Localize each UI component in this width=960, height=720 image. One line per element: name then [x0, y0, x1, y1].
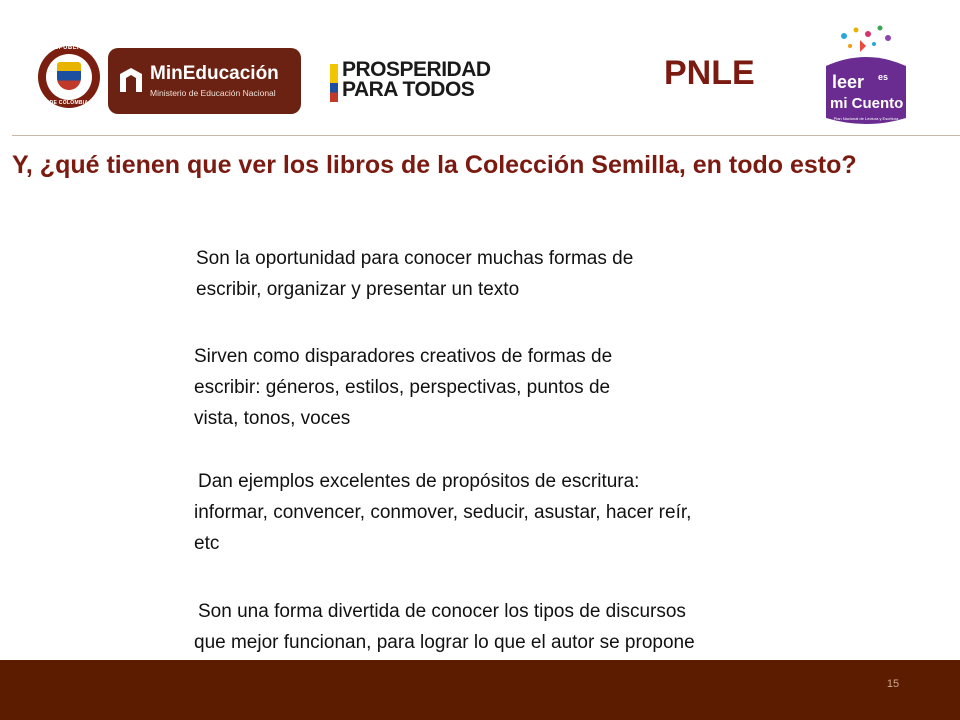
paragraph-1: [196, 243, 836, 305]
leer-es-mi-cuento-logo: [822, 22, 910, 130]
program-name: PNLE: [664, 54, 755, 92]
slide-footer: [0, 660, 960, 720]
ministry-subtitle: Ministerio de Educación Nacional: [150, 88, 276, 98]
paragraph-4-line-1: Son una forma divertida de conocer los tipos de discursos: [198, 601, 686, 622]
mineducacion-logo: [108, 48, 301, 114]
colombia-seal-icon: [38, 46, 100, 108]
leer-caption: Plan Nacional de Lectura y Escritura: [833, 116, 899, 121]
seal-bottom-text: DE COLOMBIA: [49, 100, 89, 106]
paragraph-1-line-2: escribir, organizar y presentar un texto: [196, 279, 520, 300]
paragraph-2-line-3: vista, tonos, voces: [194, 408, 351, 429]
paragraph-3-line-1: Dan ejemplos excelentes de propósitos de escritura:: [198, 471, 640, 492]
paragraph-2-line-2: escribir: géneros, estilos, perspectivas, puntos de: [194, 377, 611, 398]
paragraph-2-line-1: Sirven como disparadores creativos de formas de: [194, 346, 613, 367]
paragraph-3-line-3: etc: [194, 533, 220, 554]
header-divider: [12, 135, 960, 136]
paragraph-3-line-2: informar, convencer, conmover, seducir, asustar, hacer reír,: [194, 502, 692, 523]
colombia-flag-icon: [330, 64, 338, 102]
slide-title: Y, ¿qué tienen que ver los libros de la Colección Semilla, en todo esto?: [12, 151, 857, 179]
prosperidad-logo: [342, 60, 491, 100]
mineducacion-mark-icon: [118, 66, 144, 94]
paragraph-3: [194, 466, 914, 559]
prosperidad-line1: PROSPERIDAD: [342, 58, 491, 81]
slide-header: [0, 0, 960, 136]
es-word: es: [878, 72, 889, 82]
page-number: 15: [886, 678, 900, 690]
leer-word: leer: [832, 72, 865, 92]
paragraph-4: [194, 596, 934, 658]
paragraph-2: [194, 341, 834, 434]
seal-top-text: REPÚBLICA: [49, 45, 89, 51]
prosperidad-line2: PARA TODOS: [342, 78, 475, 101]
paragraph-1-line-1: Son la oportunidad para conocer muchas formas de: [196, 248, 634, 269]
confetti-icon: [841, 26, 891, 53]
mi-cuento-word: mi Cuento: [830, 95, 904, 112]
paragraph-4-line-2: que mejor funcionan, para lograr lo que el autor se propone: [194, 632, 695, 653]
ministry-name: MinEducación: [150, 63, 279, 84]
